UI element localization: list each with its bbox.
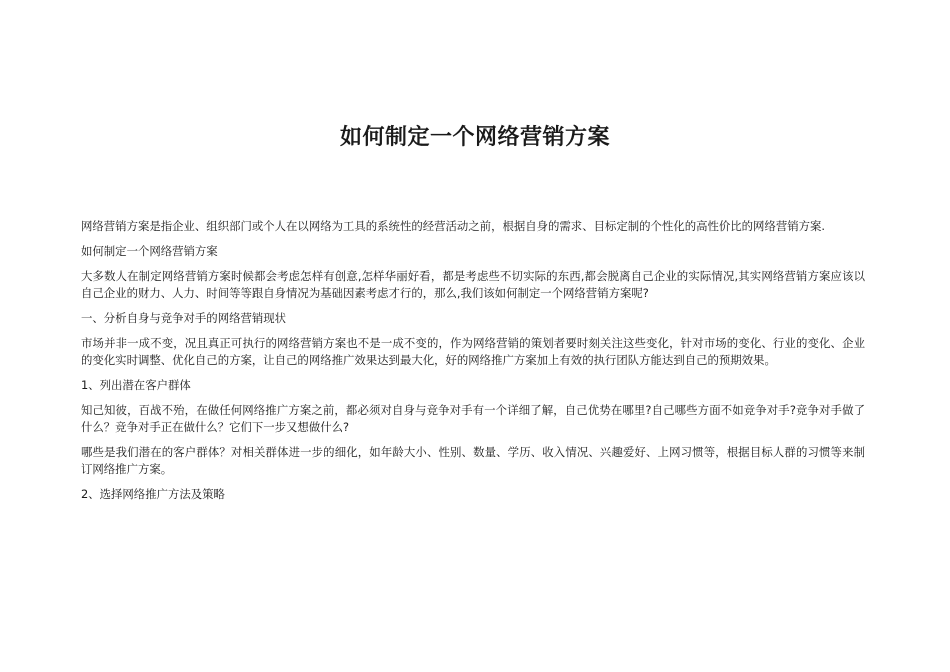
body-paragraph: 市场并非一成不变，况且真正可执行的网络营销方案也不是一成不变的，作为网络营销的策划者要时刻关注这些变化，针对市场的变化、行业的变化、企业的变化实时调整、优化自己的方案，让自己的网络推广效果达到最大化，好的网络推广方案加上有效的执行团队方能达到自己的预期效果。 <box>81 336 865 367</box>
body-paragraph: 知己知彼，百战不殆，在做任何网络推广方案之前，都必须对自身与竞争对手有一个详细了解，自己优势在哪里?自己哪些方面不如竞争对手?竞争对手做了什么？竞争对手正在做什么？它们下一步又想做什么? <box>81 403 865 434</box>
document-title: 如何制定一个网络营销方案 <box>339 125 610 150</box>
intro-paragraph: 网络营销方案是指企业、组织部门或个人在以网络为工具的系统性的经营活动之前，根据自身的需求、目标定制的个性化的高性价比的网络营销方案. <box>81 219 826 233</box>
body-paragraph: 大多数人在制定网络营销方案时候都会考虑怎样有创意,怎样华丽好看，都是考虑些不切实际的东西,都会脱离自己企业的实际情况,其实网络营销方案应该以自己企业的财力、人力、时间等等跟自身情况为基础因素考虑才行的，那么,我们该如何制定一个网络营销方案呢? <box>81 269 865 300</box>
section-heading-analysis: 一、分析自身与竞争对手的网络营销现状 <box>81 311 287 325</box>
subsection-heading-target-customers: 1、列出潜在客户群体 <box>81 378 191 392</box>
subsection-heading-methods: 2、选择网络推广方法及策略 <box>81 487 225 501</box>
section-heading-how-to: 如何制定一个网络营销方案 <box>81 244 218 258</box>
document-body <box>81 218 865 511</box>
body-paragraph: 哪些是我们潜在的客户群体？对相关群体进一步的细化，如年龄大小、性别、数量、学历、收入情况、兴趣爱好、上网习惯等，根据目标人群的习惯等来制订网络推广方案。 <box>81 445 865 476</box>
